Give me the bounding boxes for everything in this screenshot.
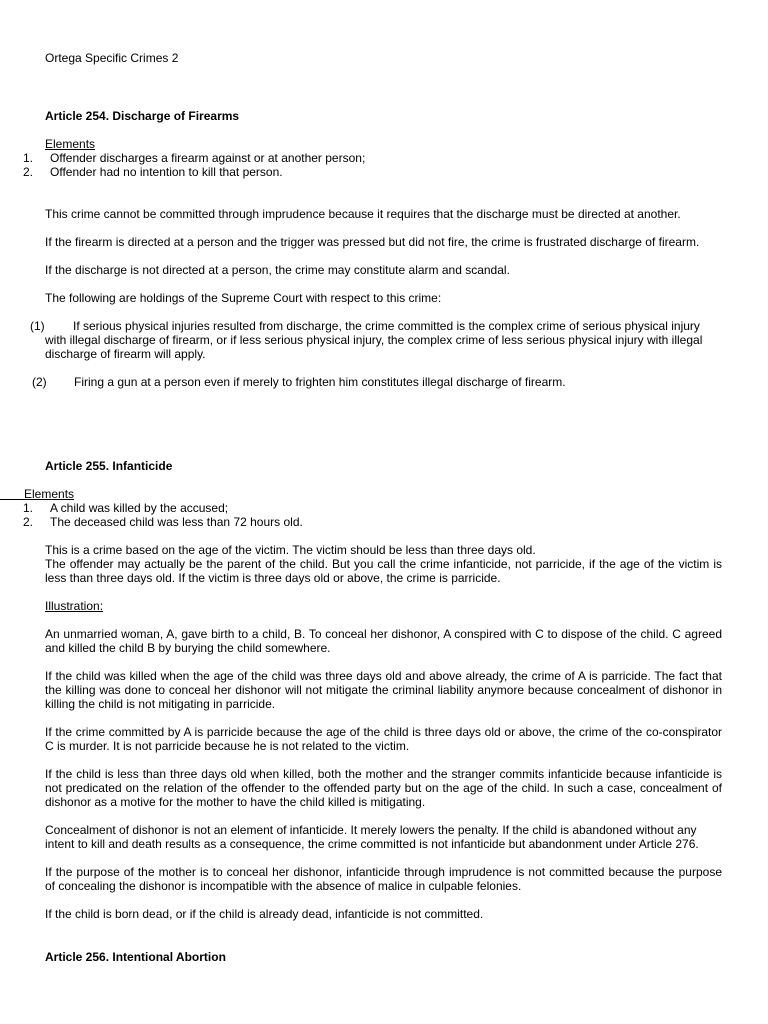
list-item: Offender had no intention to kill that person.: [50, 165, 283, 179]
list-item-number: 2.: [23, 165, 34, 179]
list-item: A child was killed by the accused;: [50, 501, 229, 515]
article-254-heading: Article 254. Discharge of Firearms: [45, 109, 240, 123]
list-item: Offender discharges a firearm against or at another person;: [50, 151, 366, 165]
holding-text: Firing a gun at a person even if merely to frighten him constitutes illegal discharge of firearm.: [74, 375, 566, 389]
paragraph: If the discharge is not directed at a person, the crime may constitute alarm and scandal.: [45, 263, 510, 277]
list-item-number: 1.: [23, 501, 34, 515]
holding-text: If serious physical injuries resulted from discharge, the crime committed is the complex crime of serious physical injury with illegal discharge of firearm, or if less serious physical injury, the complex crime of less serious physical injury with illegal discharge of firearm will apply.: [45, 319, 703, 361]
paragraph: If the child was killed when the age of the child was three days old and above already, the crime of A is parricide. The fact that the killing was done to conceal her dishonor will not mitigate the criminal liability anymore because concealment of dishonor in killing the child is not mitigating in parricide.: [45, 669, 722, 711]
document-header: Ortega Specific Crimes 2: [45, 51, 179, 65]
divider: [0, 499, 24, 500]
paragraph: If the child is less than three days old when killed, both the mother and the stranger commits infanticide because infanticide is not predicated on the relation of the offender to the offended party but on the age of the child. In such a case, concealment of dishonor as a motive for the mother to have the child killed is mitigating.: [45, 767, 722, 809]
illustration-label: Illustration:: [45, 599, 104, 613]
article-255-heading: Article 255. Infanticide: [45, 459, 173, 473]
paragraph: If the child is born dead, or if the child is already dead, infanticide is not committed.: [45, 907, 484, 921]
paragraph: Concealment of dishonor is not an element of infanticide. It merely lowers the penalty. If the child is abandoned without any intent to kill and death results as a consequence, the crime committed is not infanticide but abandonment under Article 276.: [45, 823, 699, 851]
paragraph: If the firearm is directed at a person and the trigger was pressed but did not fire, the crime is frustrated discharge of firearm.: [45, 235, 700, 249]
paragraph: This crime cannot be committed through imprudence because it requires that the discharge must be directed at another.: [45, 207, 681, 221]
paragraph: The offender may actually be the parent of the child. But you call the crime infanticide, not parricide, if the age of the victim is less than three days old. If the victim is three days old or above, the crime is parricide.: [45, 557, 722, 585]
list-item-number: 2.: [23, 515, 34, 529]
article-256-heading: Article 256. Intentional Abortion: [45, 950, 226, 964]
list-item-number: 1.: [23, 151, 34, 165]
paragraph: This is a crime based on the age of the victim. The victim should be less than three days old.: [45, 543, 536, 557]
article-255-elements-label: Elements: [24, 487, 75, 501]
holding-number: (1): [30, 319, 45, 333]
paragraph: An unmarried woman, A, gave birth to a child, B. To conceal her dishonor, A conspired with C to dispose of the child. C agreed and killed the child B by burying the child somewhere.: [45, 627, 722, 655]
list-item: The deceased child was less than 72 hours old.: [50, 515, 303, 529]
paragraph: The following are holdings of the Supreme Court with respect to this crime:: [45, 291, 442, 305]
paragraph: If the purpose of the mother is to conceal her dishonor, infanticide through imprudence is not committed because the purpose of concealing the dishonor is incompatible with the absence of malice in culpable felonies.: [45, 865, 722, 893]
holding-number: (2): [32, 375, 47, 389]
paragraph: If the crime committed by A is parricide because the age of the child is three days old or above, the crime of the co-conspirator C is murder. It is not parricide because he is not related to the victim.: [45, 725, 722, 753]
article-254-elements-label: Elements: [45, 137, 96, 151]
